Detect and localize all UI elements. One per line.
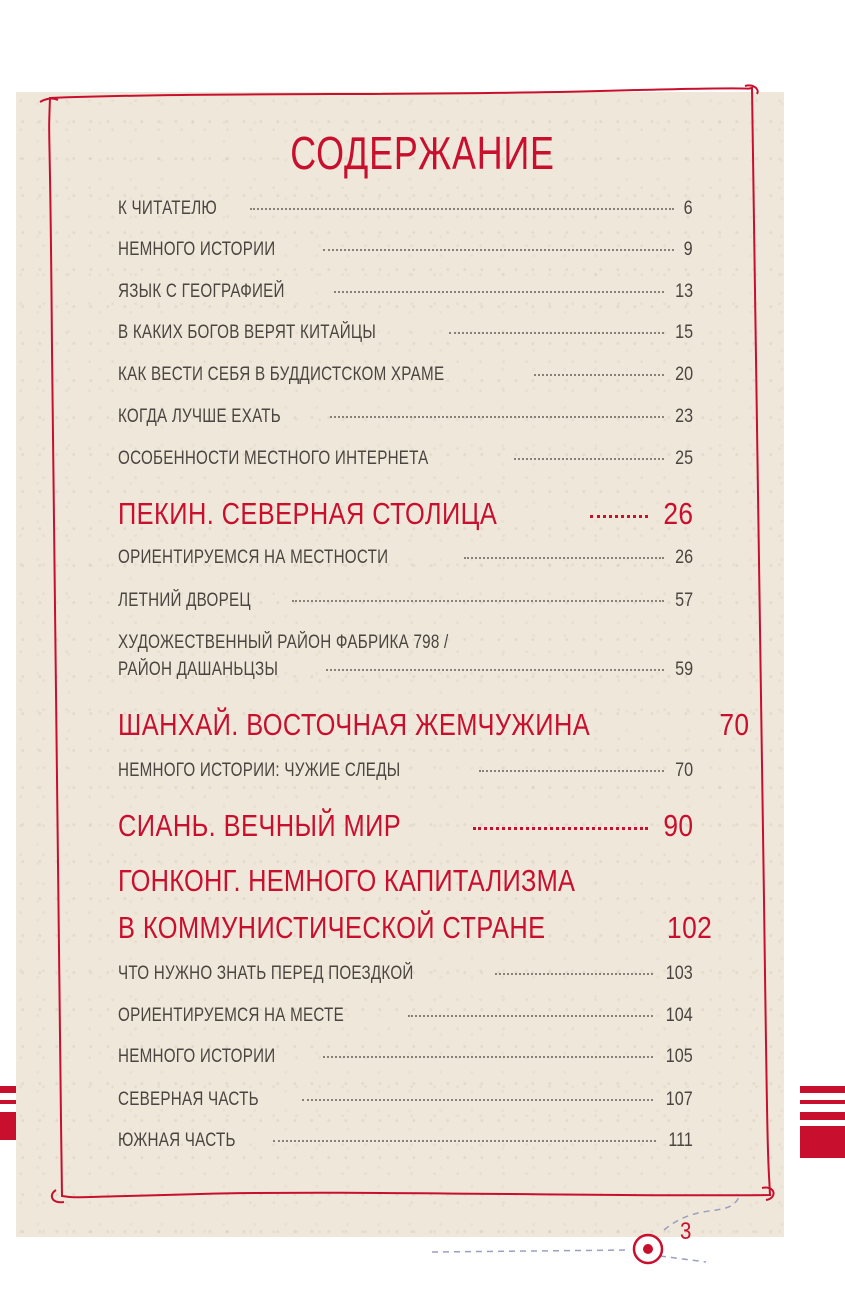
toc-section-hongkong[interactable] [118,910,713,946]
toc-section-title: ПЕКИН. СЕВЕРНАЯ СТОЛИЦА [118,496,498,531]
dot-leader [323,1056,654,1058]
toc-entry-page: 107 [666,1089,693,1110]
page-title: СОДЕРЖАНИЕ [290,127,555,179]
dot-leader [292,600,664,602]
toc-section-beijing[interactable] [118,496,693,532]
toc-entry-page: 104 [666,1005,693,1026]
toc-section-page: 26 [662,496,693,531]
dot-leader [330,416,664,418]
dot-leader [250,208,675,210]
toc-entry[interactable] [118,322,693,344]
toc-entry[interactable] [118,406,693,428]
toc-entry-page: 15 [675,322,693,343]
dot-leader [273,1140,656,1142]
dot-leader [473,827,647,830]
toc-section-title: СИАНЬ. ВЕЧНЫЙ МИР [118,808,402,843]
toc-entry[interactable] [118,1005,693,1027]
dot-leader [302,1099,653,1101]
toc-entry-page: 23 [675,406,693,427]
toc-entry-title: СЕВЕРНАЯ ЧАСТЬ [118,1089,259,1110]
toc-section-title: ШАНХАЙ. ВОСТОЧНАЯ ЖЕМЧУЖИНА [118,707,591,742]
toc-entry-title: ЛЕТНИЙ ДВОРЕЦ [118,590,251,611]
toc-entry-page: 6 [684,198,693,219]
toc-entry-title: НЕМНОГО ИСТОРИИ [118,1046,276,1067]
dot-leader [590,515,647,518]
right-stripe-3 [800,1112,845,1120]
toc-entry-title: КОГДА ЛУЧШЕ ЕХАТЬ [118,406,281,427]
toc-entry[interactable] [118,448,693,470]
toc-entry-page: 59 [675,659,693,680]
toc-entry-title: ЯЗЫК С ГЕОГРАФИЕЙ [118,281,285,302]
toc-entry-page: 103 [666,963,693,984]
toc-entry-page: 20 [675,364,693,385]
toc-entry-title: ОСОБЕННОСТИ МЕСТНОГО ИНТЕРНЕТА [118,448,429,469]
page-number: 3 [680,1218,692,1245]
toc-entry-page: 70 [675,760,693,781]
toc-entry-title: НЕМНОГО ИСТОРИИ [118,239,276,260]
toc-entry[interactable] [118,239,693,261]
toc-entry[interactable] [118,281,693,303]
toc-entry-title-line1[interactable]: ХУДОЖЕСТВЕННЫЙ РАЙОН ФАБРИКА 798 / [118,632,449,653]
toc-entry-page: 57 [675,590,693,611]
toc-entry[interactable] [118,364,693,386]
toc-section-page: 70 [719,707,750,742]
toc-entry[interactable] [118,1130,693,1152]
dot-leader [495,973,653,975]
right-stripe-4 [800,1126,845,1158]
toc-entry[interactable] [118,547,693,569]
toc-entry[interactable] [118,1046,693,1068]
dot-leader [408,1015,653,1017]
toc-entry-title: ОРИЕНТИРУЕМСЯ НА МЕСТЕ [118,1005,344,1026]
toc-entry-page: 13 [675,281,693,302]
toc-section-xian[interactable] [118,808,693,844]
dot-leader [449,332,664,334]
toc-entry-title: К ЧИТАТЕЛЮ [118,198,218,219]
toc-entry[interactable] [118,1089,693,1111]
toc-entry-page: 25 [675,448,693,469]
toc-entry-page: 111 [668,1130,693,1151]
toc-entry-title: ЮЖНАЯ ЧАСТЬ [118,1130,236,1151]
toc-section-page: 90 [662,808,693,843]
dot-leader [326,669,664,671]
toc-entry-page: 9 [684,239,693,260]
toc-entry-title: В КАКИХ БОГОВ ВЕРЯТ КИТАЙЦЫ [118,322,377,343]
dot-leader [323,249,675,251]
toc-section-page: 102 [667,910,713,945]
dot-leader [534,374,664,376]
toc-entry-page: 105 [666,1046,693,1067]
toc-entry-title: ЧТО НУЖНО ЗНАТЬ ПЕРЕД ПОЕЗДКОЙ [118,963,414,984]
toc-section-shanghai[interactable] [118,707,750,743]
toc-section-title: В КОММУНИСТИЧЕСКОЙ СТРАНЕ [118,910,546,945]
toc-entry[interactable] [118,198,693,220]
toc-entry[interactable] [118,659,693,681]
toc-entry-title: НЕМНОГО ИСТОРИИ: ЧУЖИЕ СЛЕДЫ [118,760,401,781]
toc-entry-title: РАЙОН ДАШАНЬЦЗЫ [118,659,279,680]
toc-entry[interactable] [118,760,693,782]
right-stripe-2 [800,1100,845,1104]
toc-section-title-line1[interactable]: ГОНКОНГ. НЕМНОГО КАПИТАЛИЗМА [118,863,576,898]
toc-entry[interactable] [118,963,693,985]
dot-leader [514,458,664,460]
toc-entry-title: КАК ВЕСТИ СЕБЯ В БУДДИСТСКОМ ХРАМЕ [118,364,445,385]
toc-entry[interactable] [118,590,693,612]
toc-entry-page: 26 [675,547,693,568]
dot-leader [464,557,664,559]
dot-leader [334,291,663,293]
dot-leader [479,770,664,772]
toc-entry-title: ОРИЕНТИРУЕМСЯ НА МЕСТНОСТИ [118,547,389,568]
right-stripe-1 [800,1086,845,1093]
